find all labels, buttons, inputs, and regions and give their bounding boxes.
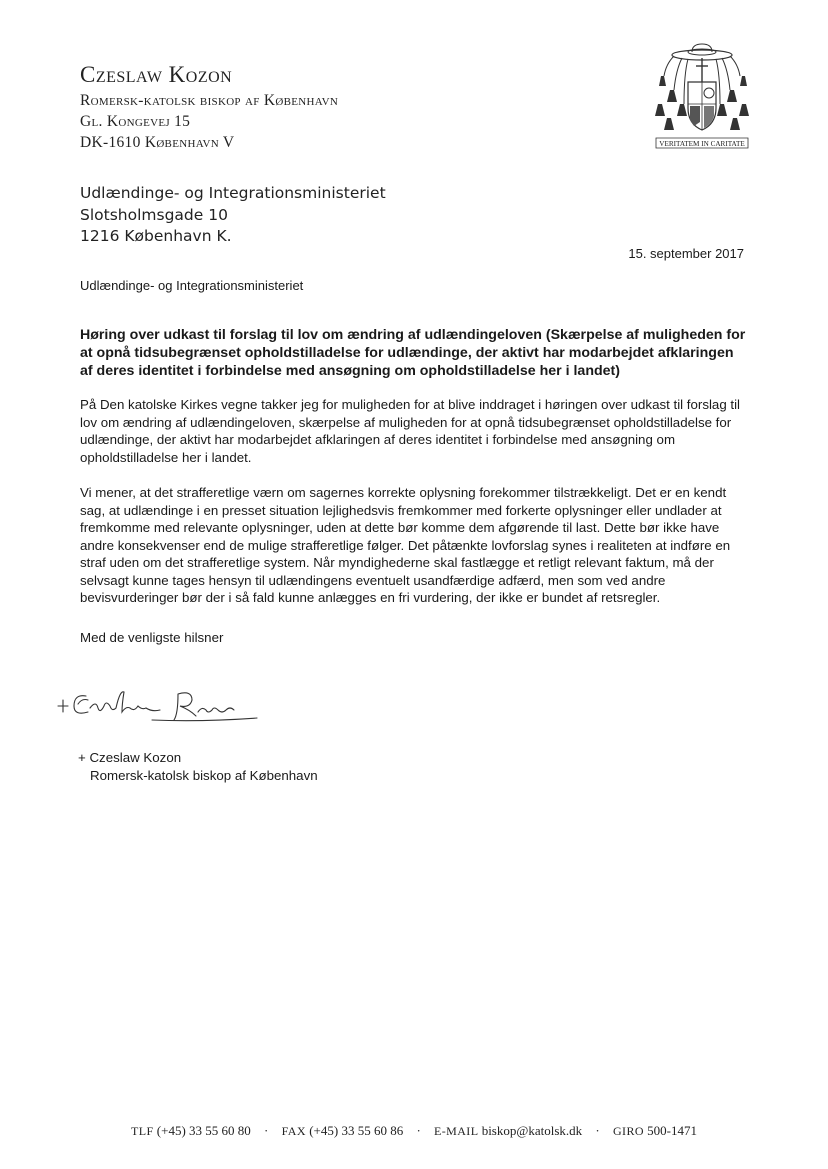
body-paragraph: På Den katolske Kirkes vegne takker jeg for muligheden for at blive inddraget i høringen over udkast til forslag til lov om ændring af udlændingeloven, skærpelse af muligheden for at opnå tidsubegrænset opholdstilladelse for udlændinge, der aktivt har modarbejdet afklaringen af deres identitet i forbindelse med ansøgning om opholdstilladelse her i landet. [80,397,741,465]
signer-title: Romersk-katolsk biskop af København [90,768,318,783]
phone-number: (+45) 33 55 60 80 [156,1123,251,1138]
recipient-line: 1216 København K. [80,227,232,245]
signature-text: + Czeslaw Kozon [52,680,60,681]
fax-number: (+45) 33 55 60 86 [309,1123,404,1138]
sender-city: DK-1610 København V [80,134,235,151]
phone-label: TLF [130,1124,154,1138]
recipient-line: Udlændinge- og Integrationsministeriet [80,184,386,202]
subject-heading: Høring over udkast til forslag til lov om ændring af udlændingeloven (Skærpelse af muligheden for at opnå tidsubegrænset opholdstilladelse for udlændinge, der aktivt har modarbejdet afklaringen af deres identitet i forbindelse med ansøgning om opholdstilladelse her i landet) [80,327,746,379]
letter-date: 15. september 2017 [628,246,744,261]
email-address: biskop@katolsk.dk [481,1123,583,1138]
giro-label: GIRO [612,1124,644,1138]
recipient-line: Slotsholmsgade 10 [80,205,228,224]
closing-salutation: Med de venligste hilsner [80,630,224,645]
sender-street: Gl. Kongevej 15 [80,113,191,130]
motto-text: VERITATEM IN CARITATE [659,140,745,148]
signer-block [78,749,318,785]
coat-of-arms-icon [652,42,752,160]
separator: · [264,1123,269,1138]
handwritten-signature [52,680,262,730]
letterhead [80,60,338,153]
footer-contact [0,1123,828,1139]
email-label: E-MAIL [434,1124,479,1138]
sender-name: Czeslaw Kozon [80,62,233,87]
sender-title: Romersk-katolsk biskop af København [80,92,339,109]
recipient-address [80,183,386,248]
fax-label: FAX [281,1124,306,1138]
separator: · [595,1123,600,1138]
separator: · [416,1123,421,1138]
signer-name: + Czeslaw Kozon [78,750,182,765]
body-paragraph: Vi mener, at det strafferetlige værn om sagernes korrekte oplysning forekommer tilstrækkeligt. Det er en kendt sag, at udlændinge i en presset situation lejlighedsvis fremkommer med forkerte oplysninger eller undlader at fremkomme med relevante oplysninger, uden at dette bør komme dem afgørende til last. Dette bør ikke have andre konsekvenser end de mulige strafferetlige følger. Det påtænkte lovforslag synes i realiteten at indføre en straf uden om det strafferetlige system. Når myndighederne skal fastlægge et retligt relevant faktum, må der selvsagt kunne tages hensyn til udlændingens eventuelt usandfærdige adfærd, men som ved andre bevisvurderinger bør der i så fald kunne anlægges en fri vurdering, der ikke er bundet af retsregler. [80,485,731,605]
addressee: Udlændinge- og Integrationsministeriet [80,278,304,293]
giro-number: 500-1471 [647,1123,698,1138]
